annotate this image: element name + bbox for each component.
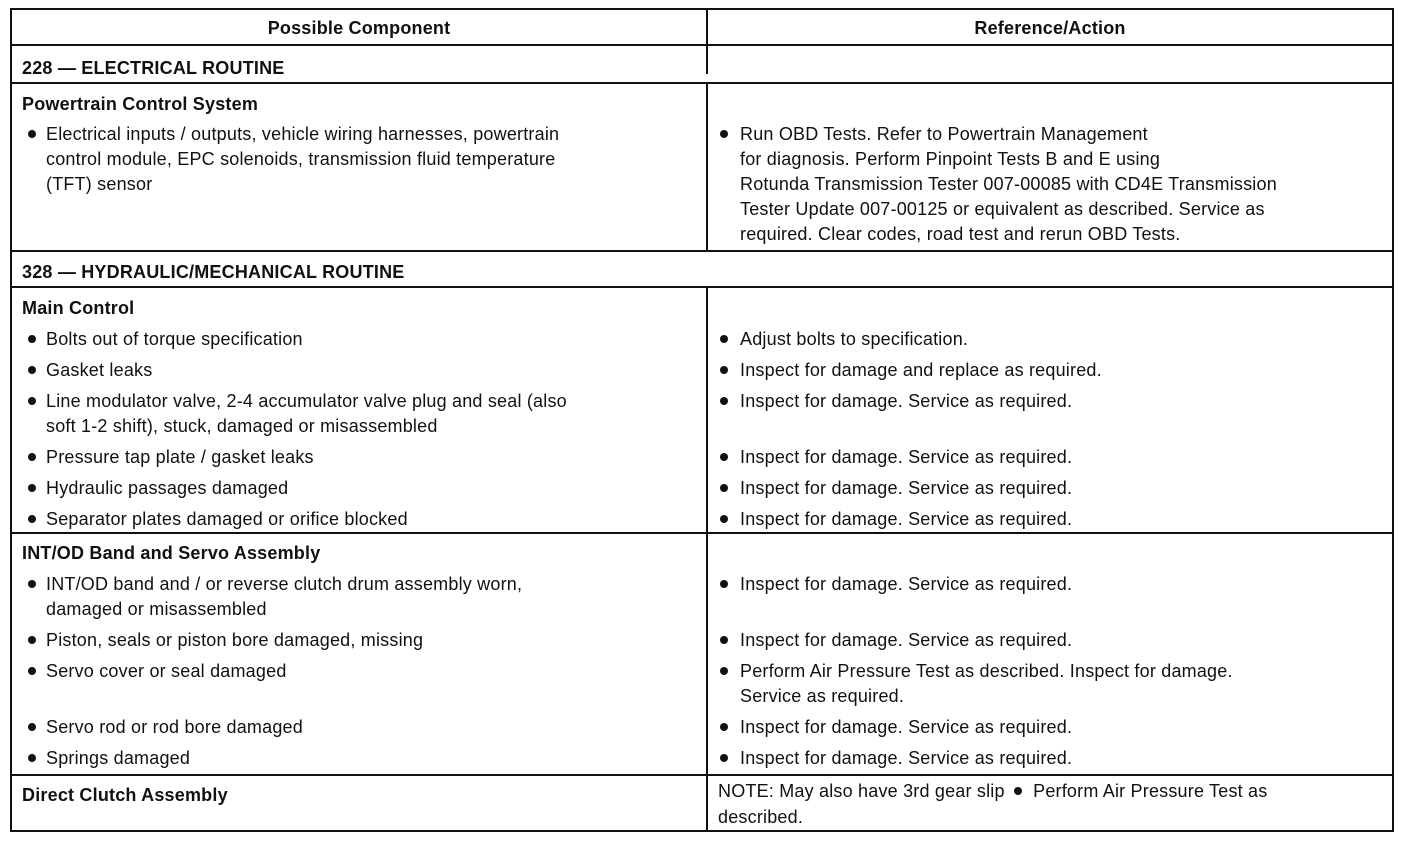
action-text: Rotunda Transmission Tester 007-00085 with CD4E Transmission bbox=[740, 174, 1277, 194]
bullet-icon bbox=[28, 366, 36, 374]
bullet-icon bbox=[28, 397, 36, 405]
action-text: Inspect for damage. Service as required. bbox=[740, 630, 1073, 650]
component-text: Line modulator valve, 2-4 accumulator valve plug and seal (also bbox=[46, 391, 567, 411]
action-text: Inspect for damage. Service as required. bbox=[740, 509, 1073, 529]
diagnosis-table bbox=[10, 8, 1394, 832]
bullet-icon bbox=[720, 335, 728, 343]
bullet-icon bbox=[720, 580, 728, 588]
note-text bbox=[718, 779, 1267, 804]
section-228-title: 228 — ELECTRICAL ROUTINE bbox=[22, 58, 285, 78]
bullet-icon bbox=[28, 515, 36, 523]
component-text: damaged or misassembled bbox=[46, 599, 267, 619]
section-328-title: 328 — HYDRAULIC/MECHANICAL ROUTINE bbox=[22, 262, 405, 282]
bullet-icon bbox=[720, 723, 728, 731]
bullet-icon bbox=[28, 453, 36, 461]
bullet-icon bbox=[28, 723, 36, 731]
component-text: (TFT) sensor bbox=[46, 174, 153, 194]
action-text: Inspect for damage. Service as required. bbox=[740, 391, 1073, 411]
bullet-icon bbox=[720, 667, 728, 675]
column-header-possible-component: Possible Component bbox=[267, 18, 451, 38]
rule bbox=[12, 286, 1392, 288]
column-header-reference-action: Reference/Action bbox=[974, 18, 1126, 38]
action-text: Inspect for damage. Service as required. bbox=[740, 447, 1073, 467]
bullet-icon bbox=[720, 754, 728, 762]
bullet-icon bbox=[720, 366, 728, 374]
group-title-powertrain-control-system: Powertrain Control System bbox=[22, 94, 259, 114]
bullet-icon bbox=[28, 484, 36, 492]
bullet-icon bbox=[28, 754, 36, 762]
component-text: Pressure tap plate / gasket leaks bbox=[46, 447, 314, 467]
rule bbox=[12, 44, 1392, 46]
bullet-icon bbox=[28, 667, 36, 675]
note-label: NOTE: May also have 3rd gear slip bbox=[718, 781, 1005, 801]
component-text: Hydraulic passages damaged bbox=[46, 478, 289, 498]
component-text: Bolts out of torque specification bbox=[46, 329, 303, 349]
rule bbox=[12, 250, 1392, 252]
component-text: Servo cover or seal damaged bbox=[46, 661, 287, 681]
bullet-icon bbox=[28, 636, 36, 644]
component-text: Piston, seals or piston bore damaged, missing bbox=[46, 630, 424, 650]
group-title-int-od-band-servo: INT/OD Band and Servo Assembly bbox=[22, 543, 321, 563]
action-text: Inspect for damage. Service as required. bbox=[740, 717, 1073, 737]
column-divider bbox=[706, 10, 708, 74]
bullet-icon bbox=[720, 130, 728, 138]
rule bbox=[12, 82, 1392, 84]
rule bbox=[12, 774, 1392, 776]
bullet-icon bbox=[720, 515, 728, 523]
action-text: Run OBD Tests. Refer to Powertrain Management bbox=[740, 124, 1148, 144]
component-text: control module, EPC solenoids, transmission fluid temperature bbox=[46, 149, 556, 169]
note-action: Perform Air Pressure Test as bbox=[1033, 781, 1268, 801]
action-text: Perform Air Pressure Test as described. Inspect for damage. bbox=[740, 661, 1233, 681]
bullet-icon bbox=[720, 453, 728, 461]
component-text: soft 1-2 shift), stuck, damaged or misassembled bbox=[46, 416, 438, 436]
action-text: Adjust bolts to specification. bbox=[740, 329, 969, 349]
bullet-icon bbox=[720, 397, 728, 405]
component-text: Servo rod or rod bore damaged bbox=[46, 717, 303, 737]
component-text: INT/OD band and / or reverse clutch drum assembly worn, bbox=[46, 574, 523, 594]
bullet-icon bbox=[720, 484, 728, 492]
column-divider bbox=[706, 82, 708, 250]
action-text: Inspect for damage. Service as required. bbox=[740, 478, 1073, 498]
action-text: for diagnosis. Perform Pinpoint Tests B and E using bbox=[740, 149, 1161, 169]
bullet-icon bbox=[28, 130, 36, 138]
bullet-icon bbox=[720, 636, 728, 644]
action-text: required. Clear codes, road test and rerun OBD Tests. bbox=[740, 224, 1181, 244]
group-title-direct-clutch: Direct Clutch Assembly bbox=[22, 785, 228, 805]
action-text: Inspect for damage. Service as required. bbox=[740, 574, 1073, 594]
bullet-icon bbox=[28, 335, 36, 343]
component-text: Gasket leaks bbox=[46, 360, 153, 380]
group-title-main-control: Main Control bbox=[22, 298, 135, 318]
component-text: Separator plates damaged or orifice blocked bbox=[46, 509, 408, 529]
action-text: described. bbox=[718, 807, 804, 827]
component-text: Electrical inputs / outputs, vehicle wiring harnesses, powertrain bbox=[46, 124, 560, 144]
column-divider bbox=[706, 286, 708, 830]
bullet-icon bbox=[1014, 787, 1022, 795]
action-text: Inspect for damage and replace as required. bbox=[740, 360, 1102, 380]
action-text: Service as required. bbox=[740, 686, 905, 706]
bullet-icon bbox=[28, 580, 36, 588]
action-text: Inspect for damage. Service as required. bbox=[740, 748, 1073, 768]
action-text: Tester Update 007-00125 or equivalent as described. Service as bbox=[740, 199, 1265, 219]
rule bbox=[12, 532, 1392, 534]
component-text: Springs damaged bbox=[46, 748, 191, 768]
